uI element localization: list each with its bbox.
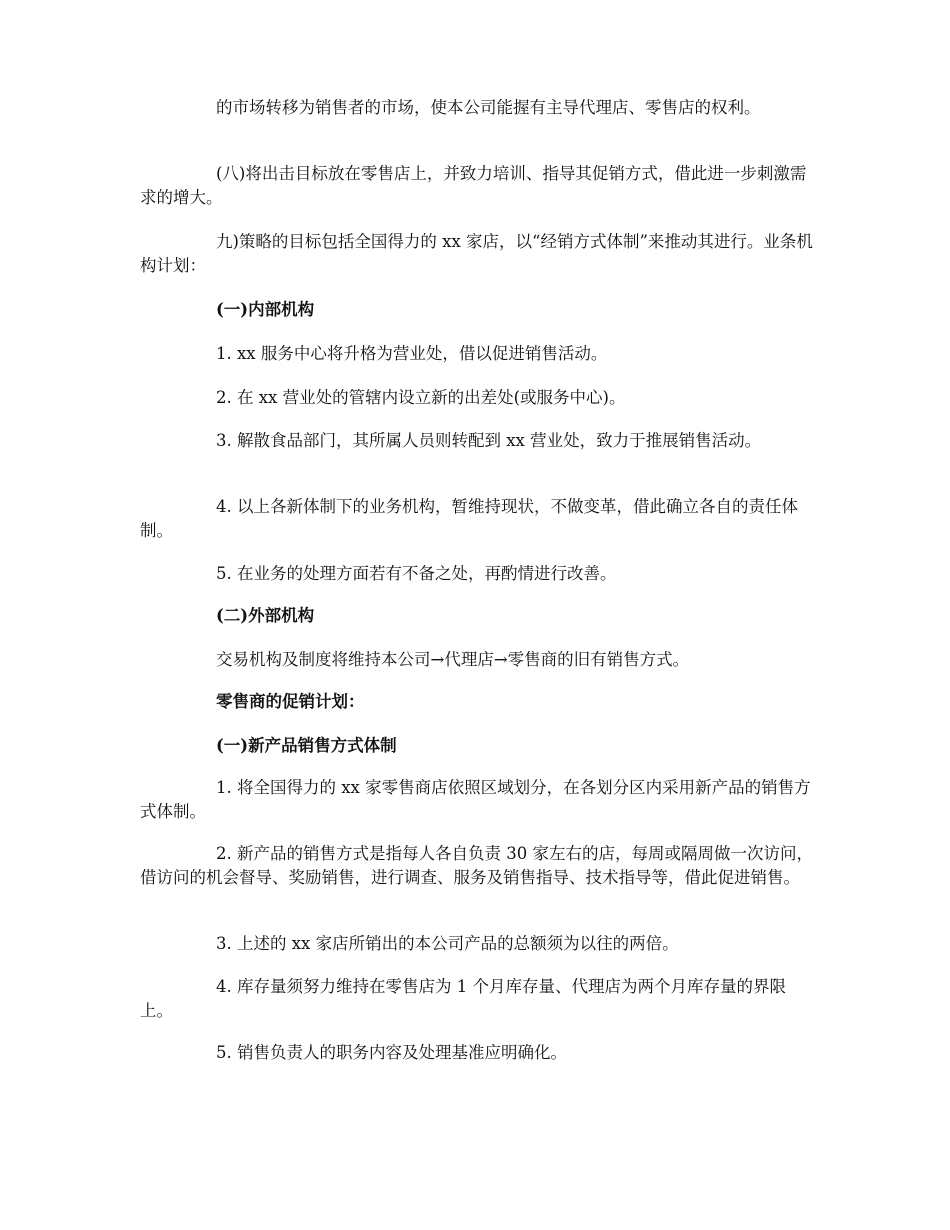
paragraph-external-structure: 交易机构及制度将维持本公司→代理店→零售商的旧有销售方式。 bbox=[216, 650, 690, 669]
heading-new-product-sales-system: (一)新产品销售方式体制 bbox=[216, 736, 397, 755]
heading-external-organization: (二)外部机构 bbox=[216, 606, 315, 625]
list-item-promotion-4: 4. 库存量须努力维持在零售店为 1 个月库存量、代理店为两个月库存量的界限上。 bbox=[140, 977, 786, 1020]
list-item-internal-3: 3. 解散食品部门，其所属人员则转配到 xx 营业处，致力于推展销售活动。 bbox=[216, 431, 762, 450]
list-item-promotion-2: 2. 新产品的销售方式是指每人各自负责 30 家左右的店，每周或隔周做一次访问，借访问的机会督导、奖励销售，进行调查、服务及销售指导、技术指导等，借此促进销售。 bbox=[140, 844, 813, 887]
list-item-internal-4: 4. 以上各新体制下的业务机构，暂维持现状，不做变革，借此确立各自的责任体制。 bbox=[140, 497, 798, 540]
list-item-internal-2: 2. 在 xx 营业处的管辖内设立新的出差处(或服务中心)。 bbox=[216, 388, 626, 407]
list-item-internal-5: 5. 在业务的处理方面若有不备之处，再酌情进行改善。 bbox=[216, 564, 617, 583]
list-item-promotion-3: 3. 上述的 xx 家店所销出的本公司产品的总额须为以往的两倍。 bbox=[216, 934, 679, 953]
list-item-promotion-1: 1. 将全国得力的 xx 家零售商店依照区域划分，在各划分区内采用新产品的销售方式体制。 bbox=[140, 778, 811, 821]
heading-internal-organization: (一)内部机构 bbox=[216, 300, 315, 319]
list-item-promotion-5: 5. 销售负责人的职务内容及处理基准应明确化。 bbox=[216, 1043, 567, 1062]
paragraph-item-9: 九)策略的目标包括全国得力的 xx 家店，以“经销方式体制”来推动其进行。业条机构计划： bbox=[140, 232, 813, 275]
paragraph-market-transfer: 的市场转移为销售者的市场，使本公司能握有主导代理店、零售店的权利。 bbox=[216, 98, 761, 117]
heading-retailer-promotion-plan: 零售商的促销计划： bbox=[216, 692, 365, 711]
paragraph-item-8: (八)将出击目标放在零售店上，并致力培训、指导其促销方式，借此进一步刺激需求的增大。 bbox=[140, 164, 807, 207]
list-item-internal-1: 1. xx 服务中心将升格为营业处，借以促进销售活动。 bbox=[216, 344, 608, 363]
